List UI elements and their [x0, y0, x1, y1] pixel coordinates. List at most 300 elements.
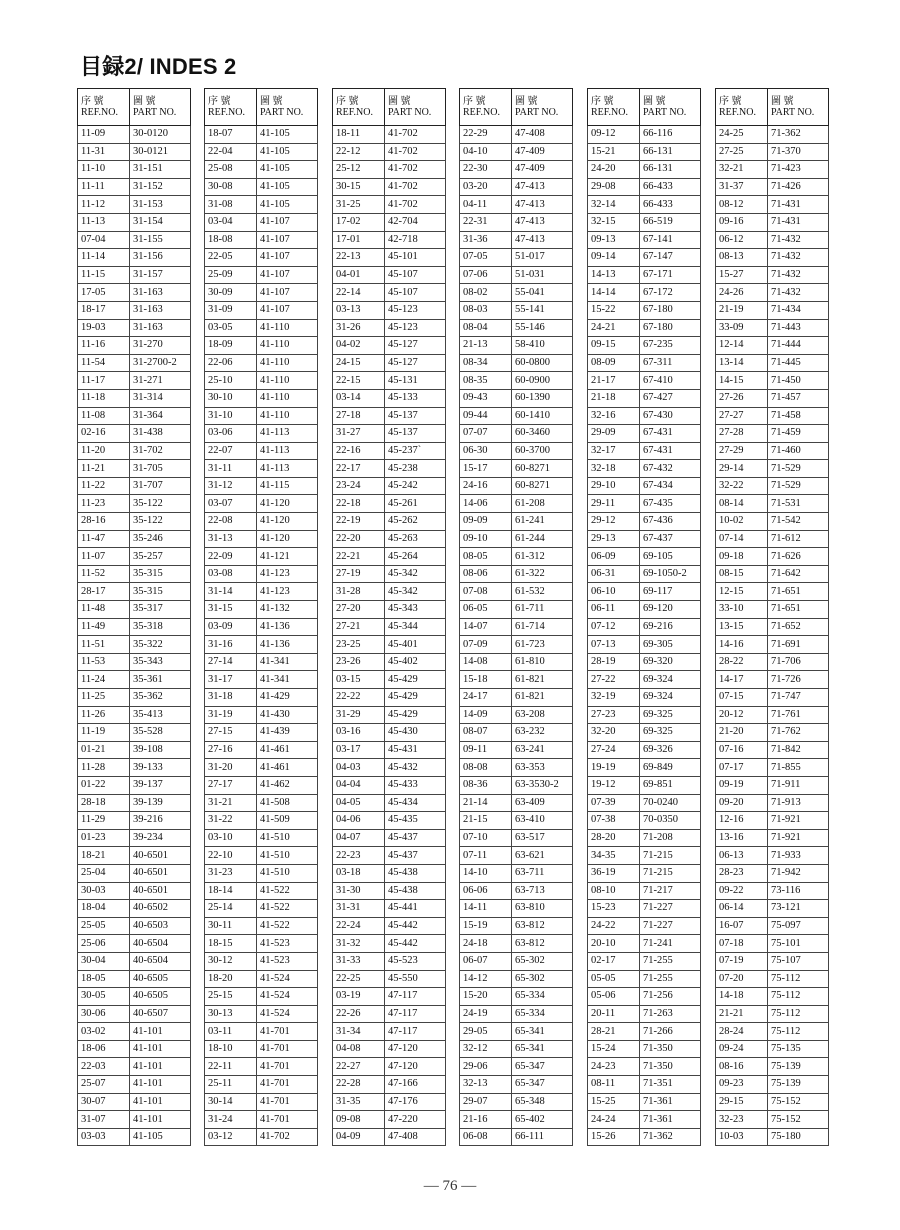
part-no-cell: 60-8271 — [512, 460, 573, 478]
ref-no-cell: 18-14 — [205, 882, 257, 900]
part-no-cell: 31-271 — [130, 372, 191, 390]
table-row — [78, 882, 191, 900]
table-row — [333, 724, 446, 742]
part-no-cell: 31-270 — [130, 337, 191, 355]
ref-no-cell: 28-24 — [716, 1023, 768, 1041]
ref-no-cell: 15-19 — [460, 917, 512, 935]
header-row — [333, 89, 446, 126]
part-no-cell: 65-334 — [512, 1005, 573, 1023]
ref-no-cell: 14-18 — [716, 988, 768, 1006]
table-row — [78, 1058, 191, 1076]
table-row — [588, 477, 701, 495]
part-no-cell: 30-0121 — [130, 143, 191, 161]
part-no-cell: 71-706 — [768, 653, 829, 671]
ref-no-cell: 09-10 — [460, 530, 512, 548]
part-no-cell: 47-408 — [385, 1128, 446, 1146]
table-row — [588, 935, 701, 953]
ref-no-cell: 04-08 — [333, 1040, 385, 1058]
table-row — [716, 565, 829, 583]
ref-no-cell: 22-20 — [333, 530, 385, 548]
part-no-cell: 45-442 — [385, 917, 446, 935]
ref-no-cell: 03-15 — [333, 671, 385, 689]
part-no-cell: 41-107 — [257, 231, 318, 249]
part-no-cell: 60-8271 — [512, 477, 573, 495]
table-row — [716, 231, 829, 249]
ref-no-cell: 31-28 — [333, 583, 385, 601]
ref-no-cell: 14-16 — [716, 636, 768, 654]
table-row — [716, 425, 829, 443]
table-row — [588, 1023, 701, 1041]
part-no-cell: 73-116 — [768, 882, 829, 900]
part-no-cell: 41-101 — [130, 1076, 191, 1094]
table-row — [205, 847, 318, 865]
ref-no-cell: 11-20 — [78, 442, 130, 460]
table-row — [460, 284, 573, 302]
part-no-cell: 69-325 — [640, 724, 701, 742]
ref-no-cell: 29-08 — [588, 178, 640, 196]
table-row — [716, 407, 829, 425]
table-row — [716, 301, 829, 319]
part-no-cell: 41-702 — [385, 178, 446, 196]
part-no-cell: 75-152 — [768, 1111, 829, 1129]
table-row — [205, 513, 318, 531]
part-no-cell: 41-461 — [257, 741, 318, 759]
part-no-cell: 41-522 — [257, 917, 318, 935]
part-no-cell: 41-113 — [257, 425, 318, 443]
table-row — [205, 1005, 318, 1023]
ref-no-cell: 14-07 — [460, 618, 512, 636]
table-row — [588, 178, 701, 196]
ref-no-cell: 30-13 — [205, 1005, 257, 1023]
part-no-cell: 75-112 — [768, 970, 829, 988]
table-row — [588, 126, 701, 144]
table-row — [460, 513, 573, 531]
part-no-cell: 71-255 — [640, 952, 701, 970]
part-no-cell: 71-432 — [768, 266, 829, 284]
part-no-cell: 45-343 — [385, 601, 446, 619]
ref-no-cell: 30-14 — [205, 1093, 257, 1111]
table-row — [588, 706, 701, 724]
part-no-cell: 61-711 — [512, 601, 573, 619]
table-row — [205, 425, 318, 443]
table-row — [716, 477, 829, 495]
table-row — [78, 653, 191, 671]
header-row — [205, 89, 318, 126]
part-no-cell: 66-116 — [640, 126, 701, 144]
table-row — [716, 988, 829, 1006]
table-row — [205, 284, 318, 302]
ref-no-cell: 14-15 — [716, 372, 768, 390]
part-no-cell: 61-532 — [512, 583, 573, 601]
ref-no-cell: 08-04 — [460, 319, 512, 337]
ref-no-cell: 06-07 — [460, 952, 512, 970]
part-no-cell: 45-432 — [385, 759, 446, 777]
ref-no-cell: 30-12 — [205, 952, 257, 970]
table-row — [460, 266, 573, 284]
page-number: — 76 — — [423, 1178, 477, 1194]
table-row — [460, 213, 573, 231]
table-row — [205, 266, 318, 284]
table-row — [716, 864, 829, 882]
table-row — [78, 741, 191, 759]
ref-no-cell: 08-36 — [460, 776, 512, 794]
table-row — [78, 724, 191, 742]
part-no-cell: 45-127 — [385, 337, 446, 355]
part-no-cell: 45-344 — [385, 618, 446, 636]
table-row — [460, 864, 573, 882]
part-no-cell: 41-105 — [257, 161, 318, 179]
ref-no-cell: 03-14 — [333, 389, 385, 407]
table-row — [460, 231, 573, 249]
ref-no-cell: 25-05 — [78, 917, 130, 935]
part-no-cell: 41-461 — [257, 759, 318, 777]
part-no-cell: 35-122 — [130, 513, 191, 531]
part-no-cell: 71-362 — [640, 1128, 701, 1146]
table-row — [78, 671, 191, 689]
ref-no-cell: 28-18 — [78, 794, 130, 812]
part-no-cell: 47-117 — [385, 1005, 446, 1023]
table-row — [588, 319, 701, 337]
ref-no-cell: 36-19 — [588, 864, 640, 882]
part-no-cell: 31-154 — [130, 213, 191, 231]
part-no-cell: 45-435 — [385, 812, 446, 830]
table-row — [588, 407, 701, 425]
part-no-cell: 67-436 — [640, 513, 701, 531]
ref-no-cell: 22-08 — [205, 513, 257, 531]
table-row — [205, 917, 318, 935]
ref-no-cell: 05-06 — [588, 988, 640, 1006]
ref-no-cell: 14-14 — [588, 284, 640, 302]
part-no-header-zh: 圖 號 — [515, 96, 538, 107]
part-no-cell: 69-326 — [640, 741, 701, 759]
table-row — [460, 935, 573, 953]
part-no-cell: 55-141 — [512, 301, 573, 319]
ref-no-cell: 06-30 — [460, 442, 512, 460]
ref-no-cell: 18-08 — [205, 231, 257, 249]
part-no-cell: 45-101 — [385, 249, 446, 267]
ref-no-cell: 11-29 — [78, 812, 130, 830]
ref-no-cell: 24-20 — [588, 161, 640, 179]
table-row — [333, 812, 446, 830]
ref-no-cell: 03-06 — [205, 425, 257, 443]
table-row — [205, 213, 318, 231]
header-row — [460, 89, 573, 126]
part-no-cell: 47-409 — [512, 161, 573, 179]
part-no-cell: 71-350 — [640, 1040, 701, 1058]
ref-no-cell: 27-15 — [205, 724, 257, 742]
part-no-header-en: PART NO. — [260, 107, 304, 118]
part-no-cell: 65-402 — [512, 1111, 573, 1129]
ref-no-header — [716, 89, 768, 126]
table-row — [333, 530, 446, 548]
ref-no-cell: 02-17 — [588, 952, 640, 970]
ref-no-cell: 30-09 — [205, 284, 257, 302]
table-row — [460, 1128, 573, 1146]
ref-no-cell: 07-10 — [460, 829, 512, 847]
part-no-cell: 75-139 — [768, 1058, 829, 1076]
ref-no-cell: 18-07 — [205, 126, 257, 144]
ref-no-cell: 29-05 — [460, 1023, 512, 1041]
ref-no-header-zh: 序 號 — [591, 96, 614, 107]
ref-no-cell: 07-06 — [460, 266, 512, 284]
part-no-cell: 45-402 — [385, 653, 446, 671]
table-row — [78, 495, 191, 513]
ref-no-cell: 19-12 — [588, 776, 640, 794]
table-row — [205, 706, 318, 724]
part-no-cell: 67-430 — [640, 407, 701, 425]
ref-no-cell: 30-03 — [78, 882, 130, 900]
ref-no-cell: 31-25 — [333, 196, 385, 214]
ref-no-cell: 11-24 — [78, 671, 130, 689]
ref-no-cell: 09-24 — [716, 1040, 768, 1058]
table-row — [333, 354, 446, 372]
part-no-header-en: PART NO. — [133, 107, 177, 118]
part-no-cell: 61-821 — [512, 689, 573, 707]
table-row — [333, 952, 446, 970]
ref-no-cell: 04-06 — [333, 812, 385, 830]
part-no-cell: 45-107 — [385, 284, 446, 302]
ref-no-cell: 22-31 — [460, 213, 512, 231]
ref-no-cell: 11-15 — [78, 266, 130, 284]
table-row — [588, 689, 701, 707]
table-row — [333, 495, 446, 513]
part-no-cell: 35-246 — [130, 530, 191, 548]
part-no-cell: 61-714 — [512, 618, 573, 636]
part-no-cell: 39-139 — [130, 794, 191, 812]
part-no-cell: 41-524 — [257, 1005, 318, 1023]
table-row — [716, 970, 829, 988]
ref-no-cell: 11-08 — [78, 407, 130, 425]
part-no-cell: 67-431 — [640, 425, 701, 443]
table-row — [78, 231, 191, 249]
ref-no-cell: 22-06 — [205, 354, 257, 372]
part-no-cell: 67-427 — [640, 389, 701, 407]
part-no-cell: 63-241 — [512, 741, 573, 759]
ref-no-cell: 18-10 — [205, 1040, 257, 1058]
part-no-cell: 61-322 — [512, 565, 573, 583]
ref-no-cell: 03-07 — [205, 495, 257, 513]
part-no-cell: 31-157 — [130, 266, 191, 284]
table-row — [716, 442, 829, 460]
table-row — [333, 988, 446, 1006]
part-no-cell: 41-523 — [257, 952, 318, 970]
part-no-cell: 71-651 — [768, 583, 829, 601]
part-no-cell: 41-113 — [257, 460, 318, 478]
table-row — [716, 812, 829, 830]
table-row — [205, 882, 318, 900]
table-row — [78, 1023, 191, 1041]
part-no-cell: 31-707 — [130, 477, 191, 495]
table-row — [716, 847, 829, 865]
ref-no-cell: 07-14 — [716, 530, 768, 548]
table-row — [716, 143, 829, 161]
ref-no-cell: 25-11 — [205, 1076, 257, 1094]
ref-no-cell: 14-12 — [460, 970, 512, 988]
table-row — [333, 161, 446, 179]
part-no-cell: 45-550 — [385, 970, 446, 988]
part-no-cell: 45-437 — [385, 829, 446, 847]
part-no-header-en: PART NO. — [388, 107, 432, 118]
ref-no-cell: 22-22 — [333, 689, 385, 707]
part-no-cell: 41-462 — [257, 776, 318, 794]
table-row — [78, 249, 191, 267]
ref-no-cell: 11-09 — [78, 126, 130, 144]
ref-no-cell: 08-09 — [588, 354, 640, 372]
ref-no-cell: 11-19 — [78, 724, 130, 742]
part-no-cell: 40-6502 — [130, 900, 191, 918]
part-no-header — [257, 89, 318, 126]
ref-no-cell: 09-18 — [716, 548, 768, 566]
ref-no-cell: 31-21 — [205, 794, 257, 812]
part-no-cell: 40-6505 — [130, 970, 191, 988]
table-row — [588, 583, 701, 601]
part-no-cell: 41-113 — [257, 442, 318, 460]
ref-no-cell: 17-01 — [333, 231, 385, 249]
table-row — [78, 126, 191, 144]
part-no-cell: 71-431 — [768, 196, 829, 214]
table-row — [333, 970, 446, 988]
index-tables — [77, 88, 837, 1160]
part-no-cell: 31-156 — [130, 249, 191, 267]
table-row — [333, 266, 446, 284]
table-row — [588, 653, 701, 671]
part-no-cell: 66-131 — [640, 161, 701, 179]
part-no-cell: 55-146 — [512, 319, 573, 337]
ref-no-cell: 29-12 — [588, 513, 640, 531]
part-no-cell: 69-117 — [640, 583, 701, 601]
part-no-cell: 71-761 — [768, 706, 829, 724]
table-row — [78, 794, 191, 812]
table-row — [333, 829, 446, 847]
table-row — [333, 460, 446, 478]
part-no-cell: 67-180 — [640, 319, 701, 337]
table-row — [205, 1076, 318, 1094]
ref-no-cell: 19-03 — [78, 319, 130, 337]
part-no-cell: 61-208 — [512, 495, 573, 513]
part-no-cell: 45-429 — [385, 689, 446, 707]
table-row — [205, 442, 318, 460]
table-row — [78, 442, 191, 460]
ref-no-cell: 25-09 — [205, 266, 257, 284]
ref-no-cell: 08-35 — [460, 372, 512, 390]
ref-no-cell: 31-33 — [333, 952, 385, 970]
index-table-2 — [204, 88, 318, 1146]
part-no-cell: 65-341 — [512, 1023, 573, 1041]
table-row — [460, 988, 573, 1006]
ref-no-cell: 22-05 — [205, 249, 257, 267]
ref-no-cell: 25-04 — [78, 864, 130, 882]
table-row — [78, 161, 191, 179]
ref-no-cell: 06-06 — [460, 882, 512, 900]
ref-no-cell: 05-05 — [588, 970, 640, 988]
table-row — [460, 126, 573, 144]
table-row — [588, 601, 701, 619]
part-no-cell: 41-510 — [257, 829, 318, 847]
ref-no-cell: 22-26 — [333, 1005, 385, 1023]
table-row — [78, 337, 191, 355]
part-no-cell: 63-409 — [512, 794, 573, 812]
ref-no-cell: 11-13 — [78, 213, 130, 231]
part-no-cell: 41-110 — [257, 354, 318, 372]
part-no-cell: 41-132 — [257, 601, 318, 619]
table-row — [460, 178, 573, 196]
table-row — [716, 601, 829, 619]
table-row — [78, 548, 191, 566]
ref-no-cell: 01-21 — [78, 741, 130, 759]
table-row — [205, 653, 318, 671]
table-row — [78, 583, 191, 601]
ref-no-cell: 21-16 — [460, 1111, 512, 1129]
ref-no-cell: 28-22 — [716, 653, 768, 671]
ref-no-cell: 07-15 — [716, 689, 768, 707]
part-no-cell: 47-120 — [385, 1058, 446, 1076]
ref-no-cell: 14-08 — [460, 653, 512, 671]
table-row — [78, 1093, 191, 1111]
part-no-cell: 65-334 — [512, 988, 573, 1006]
part-no-cell: 45-433 — [385, 776, 446, 794]
table-row — [588, 1058, 701, 1076]
ref-no-cell: 22-12 — [333, 143, 385, 161]
part-no-cell: 47-413 — [512, 231, 573, 249]
ref-no-cell: 03-05 — [205, 319, 257, 337]
table-row — [205, 249, 318, 267]
table-row — [588, 301, 701, 319]
table-row — [588, 741, 701, 759]
ref-no-header-en: REF.NO. — [719, 107, 756, 118]
ref-no-cell: 32-20 — [588, 724, 640, 742]
part-no-cell: 47-120 — [385, 1040, 446, 1058]
part-no-cell: 41-110 — [257, 407, 318, 425]
table-row — [716, 1128, 829, 1146]
part-no-cell: 63-621 — [512, 847, 573, 865]
table-row — [333, 794, 446, 812]
ref-no-cell: 13-16 — [716, 829, 768, 847]
part-no-cell: 31-702 — [130, 442, 191, 460]
table-row — [333, 319, 446, 337]
ref-no-cell: 29-10 — [588, 477, 640, 495]
part-no-cell: 75-107 — [768, 952, 829, 970]
part-no-cell: 75-180 — [768, 1128, 829, 1146]
table-row — [333, 178, 446, 196]
ref-no-cell: 22-07 — [205, 442, 257, 460]
part-no-cell: 70-0240 — [640, 794, 701, 812]
part-no-cell: 61-312 — [512, 548, 573, 566]
ref-no-cell: 11-48 — [78, 601, 130, 619]
part-no-cell: 63-517 — [512, 829, 573, 847]
table-row — [78, 284, 191, 302]
index-table-4 — [459, 88, 573, 1146]
ref-no-header — [333, 89, 385, 126]
ref-no-cell: 06-08 — [460, 1128, 512, 1146]
table-row — [78, 178, 191, 196]
part-no-cell: 63-812 — [512, 917, 573, 935]
ref-no-cell: 14-13 — [588, 266, 640, 284]
part-no-cell: 61-810 — [512, 653, 573, 671]
ref-no-cell: 30-07 — [78, 1093, 130, 1111]
ref-no-cell: 23-25 — [333, 636, 385, 654]
ref-no-cell: 06-10 — [588, 583, 640, 601]
part-no-cell: 31-163 — [130, 284, 191, 302]
part-no-cell: 60-3460 — [512, 425, 573, 443]
ref-no-cell: 22-16 — [333, 442, 385, 460]
part-no-cell: 41-110 — [257, 372, 318, 390]
part-no-cell: 75-139 — [768, 1076, 829, 1094]
part-no-cell: 67-431 — [640, 442, 701, 460]
part-no-cell: 35-257 — [130, 548, 191, 566]
ref-no-cell: 04-10 — [460, 143, 512, 161]
ref-no-cell: 09-13 — [588, 231, 640, 249]
table-row — [78, 530, 191, 548]
